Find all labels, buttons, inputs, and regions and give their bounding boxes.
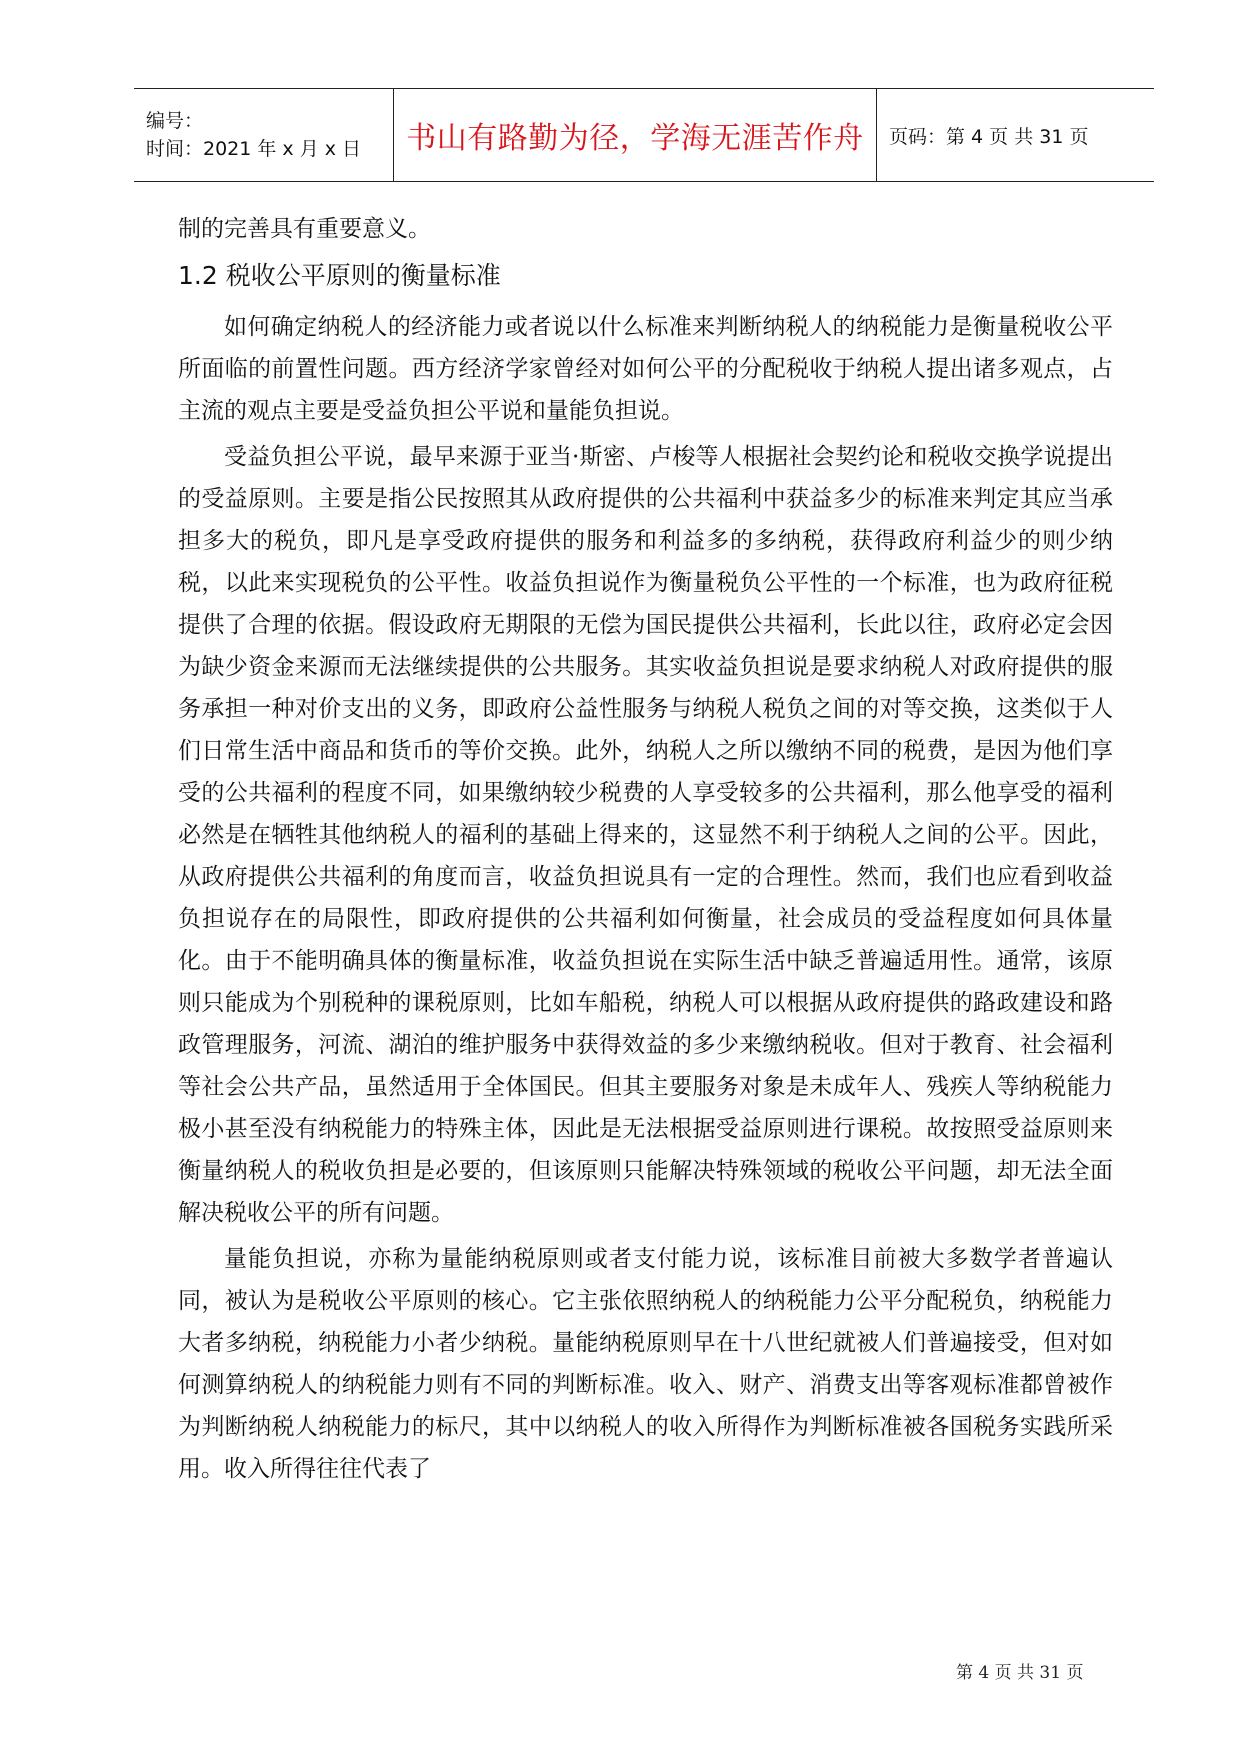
motto-text: 书山有路勤为径，学海无涯苦作舟 — [406, 121, 864, 156]
page-footer: 第 4 页 共 31 页 — [956, 1663, 1084, 1683]
header-meta — [134, 89, 394, 181]
page-header — [134, 88, 1154, 182]
paragraph-2: 受益负担公平说，最早来源于亚当·斯密、卢梭等人根据社会契约论和税收交换学说提出的受益原则。主要是指公民按照其从政府提供的公共福利中获益多少的标准来判定其应当承担多大的税负，即凡是享受政府提供的服务和利益多的多纳税，获得政府利益少的则少纳税，以此来实现税负的公平性。收益负担说作为衡量税负公平性的一个标准，也为政府征税提供了合理的依据。假设政府无期限的无偿为国民提供公共福利，长此以往，政府必定会因为缺少资金来源而无法继续提供的公共服务。其实收益负担说是要求纳税人对政府提供的服务承担一种对价支出的义务，即政府公益性服务与纳税人税负之间的对等交换，这类似于人们日常生活中商品和货币的等价交换。此外，纳税人之所以缴纳不同的税费，是因为他们享受的公共福利的程度不同，如果缴纳较少税费的人享受较多的公共福利，那么他享受的福利必然是在牺牲其他纳税人的福利的基础上得来的，这显然不利于纳税人之间的公平。因此，从政府提供公共福利的角度而言，收益负担说具有一定的合理性。然而，我们也应看到收益负担说存在的局限性，即政府提供的公共福利如何衡量，社会成员的受益程度如何具体量化。由于不能明确具体的衡量标准，收益负担说在实际生活中缺乏普遍适用性。通常，该原则只能成为个别税种的课税原则，比如车船税，纳税人可以根据从政府提供的路政建设和路政管理服务，河流、湖泊的维护服务中获得效益的多少来缴纳税收。但对于教育、社会福利等社会公共产品，虽然适用于全体国民。但其主要服务对象是未成年人、残疾人等纳税能力极小甚至没有纳税能力的特殊主体，因此是无法根据受益原则进行课税。故按照受益原则来衡量纳税人的税收负担是必要的，但该原则只能解决特殊领域的税收公平问题，却无法全面解决税收公平的所有问题。 — [178, 444, 1113, 1226]
number-label: 编号： — [146, 110, 204, 132]
time-label: 时间：2021 年 x 月 x 日 — [146, 138, 362, 160]
header-page-info — [877, 89, 1154, 181]
header-motto — [394, 89, 877, 181]
paragraph-3: 量能负担说，亦称为量能纳税原则或者支付能力说，该标准目前被大多数学者普遍认同，被认为是税收公平原则的核心。它主张依照纳税人的纳税能力公平分配税负，纳税能力大者多纳税，纳税能力小者少纳税。量能纳税原则早在十八世纪就被人们普遍接受，但对如何测算纳税人的纳税能力则有不同的判断标准。收入、财产、消费支出等客观标准都曾被作为判断纳税人纳税能力的标尺，其中以纳税人的收入所得作为判断标准被各国税务实践所采用。收入所得往往代表了 — [178, 1246, 1113, 1482]
document-body — [178, 208, 1113, 1494]
paragraph-continuation: 制的完善具有重要意义。 — [178, 216, 431, 242]
paragraph-1: 如何确定纳税人的经济能力或者说以什么标准来判断纳税人的纳税能力是衡量税收公平所面临的前置性问题。西方经济学家曾经对如何公平的分配税收于纳税人提出诸多观点，占主流的观点主要是受益负担公平说和量能负担说。 — [178, 314, 1113, 424]
page-info-text: 页码：第 4 页 共 31 页 — [889, 125, 1089, 148]
section-heading: 1.2 税收公平原则的衡量标准 — [178, 261, 501, 290]
